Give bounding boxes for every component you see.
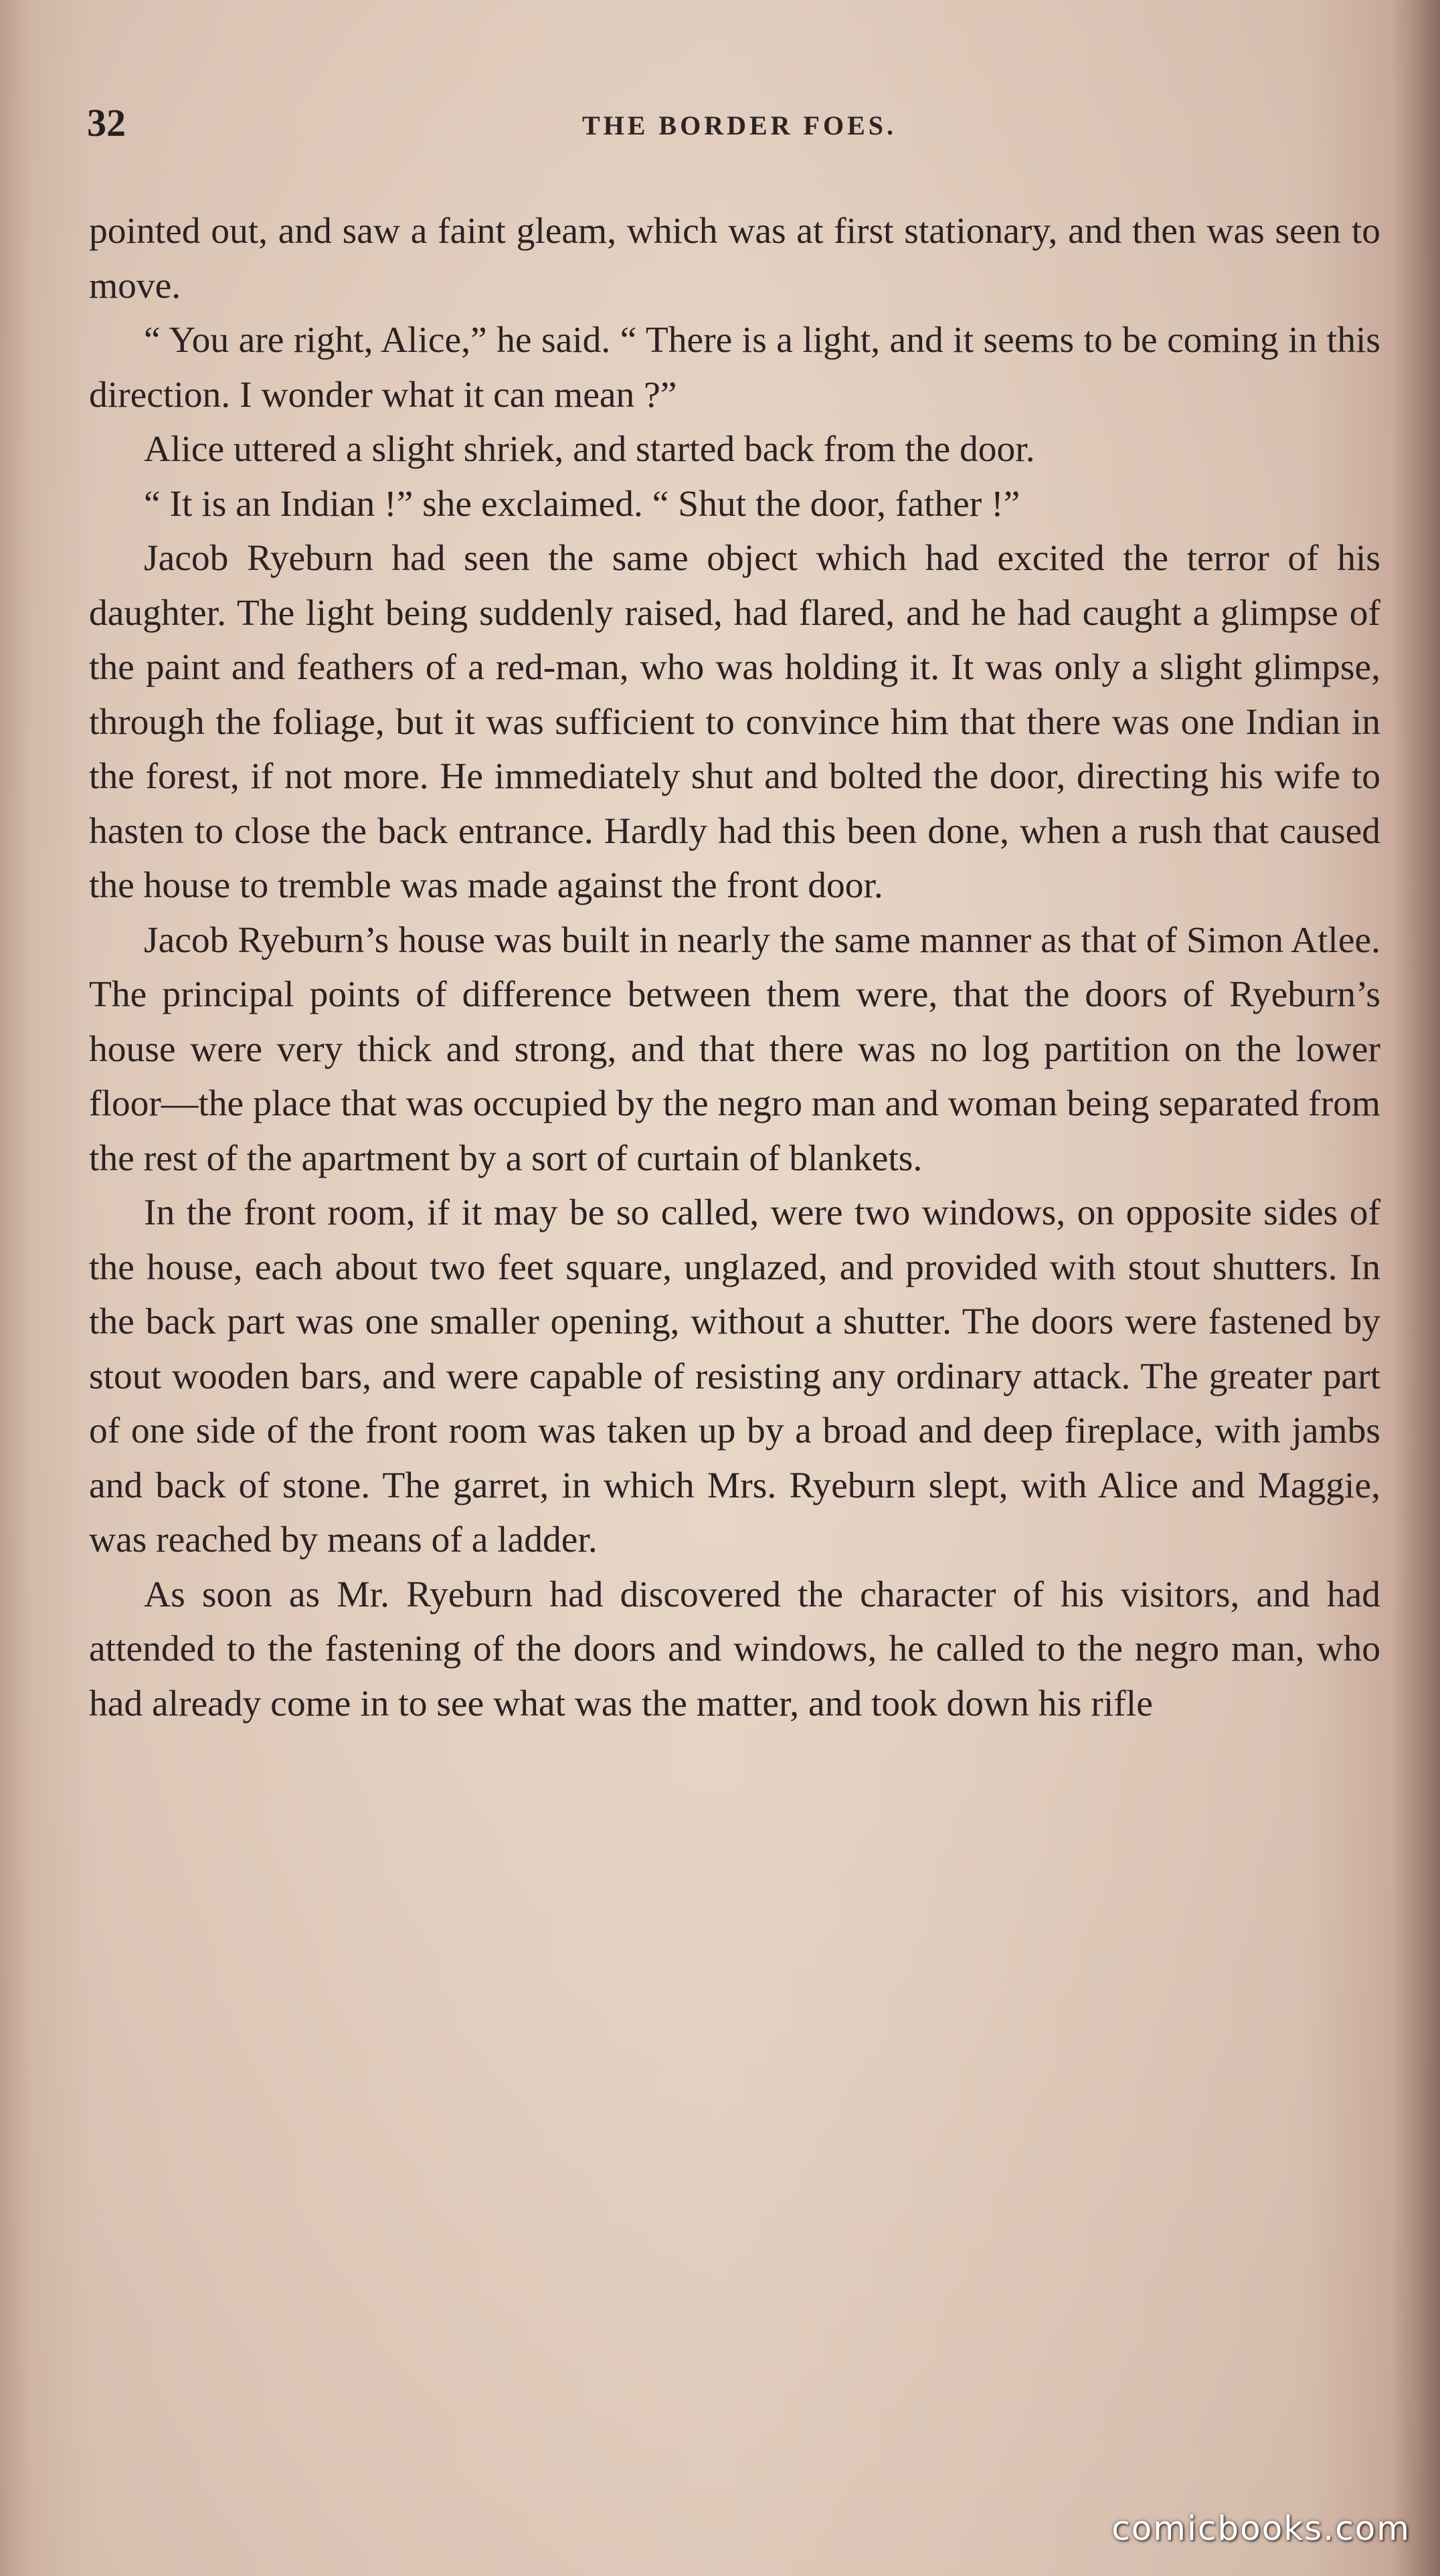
paragraph: “ You are right, Alice,” he said. “ There is a light, and it seems to be coming in this direction. I wonder what it can mean ?” — [89, 320, 1380, 416]
paragraph: Jacob Ryeburn had seen the same object which had excited the terror of his daughter. The light being suddenly raised, had flared, and he had caught a glimpse of the paint and feathers of a red-man, who was holding it. It was only a slight glimpse, through the foliage, but it was sufficient to convince him that there was one Indian in the forest, if not more. He immediately shut and bolted the door, directing his wife to hasten to close the back entrance. Hardly had this been done, when a rush that caused the house to tremble was made against the front door. — [89, 538, 1380, 906]
paragraph: “ It is an Indian !” she exclaimed. “ Shut the door, father !” — [144, 483, 1020, 525]
page-header — [87, 100, 1392, 167]
watermark: comicbooks.com — [1111, 2509, 1411, 2548]
paragraph: As soon as Mr. Ryeburn had discovered the character of his visitors, and had attended to the fastening of the doors and windows, he called to the negro man, who had already come in to see what was the matter, and took down his rifle — [89, 1574, 1380, 1724]
paragraph: In the front room, if it may be so called, were two windows, on opposite sides of the house, each about two feet square, unglazed, and provided with stout shutters. In the back part was one smaller opening, without a shutter. The doors were fastened by stout wooden bars, and were capable of resisting any ordinary attack. The greater part of one side of the front room was taken up by a broad and deep fireplace, with jambs and back of stone. The garret, in which Mrs. Ryeburn slept, with Alice and Maggie, was reached by means of a ladder. — [89, 1192, 1380, 1560]
paragraph-continued: pointed out, and saw a faint gleam, which was at first stationary, and then was seen to move. — [89, 211, 1380, 306]
paragraph: Alice uttered a slight shriek, and started back from the door. — [144, 429, 1035, 470]
page-number: 32 — [87, 101, 126, 145]
paragraph: Jacob Ryeburn’s house was built in nearly the same manner as that of Simon Atlee. The principal points of difference between them were, that the doors of Ryeburn’s house were very thick and strong, and that there was no log partition on the lower floor—the place that was occupied by the negro man and woman being separated from the rest of the apartment by a sort of curtain of blankets. — [89, 919, 1380, 1179]
running-title: THE BORDER FOES. — [581, 110, 897, 141]
body-text — [89, 204, 1380, 1731]
